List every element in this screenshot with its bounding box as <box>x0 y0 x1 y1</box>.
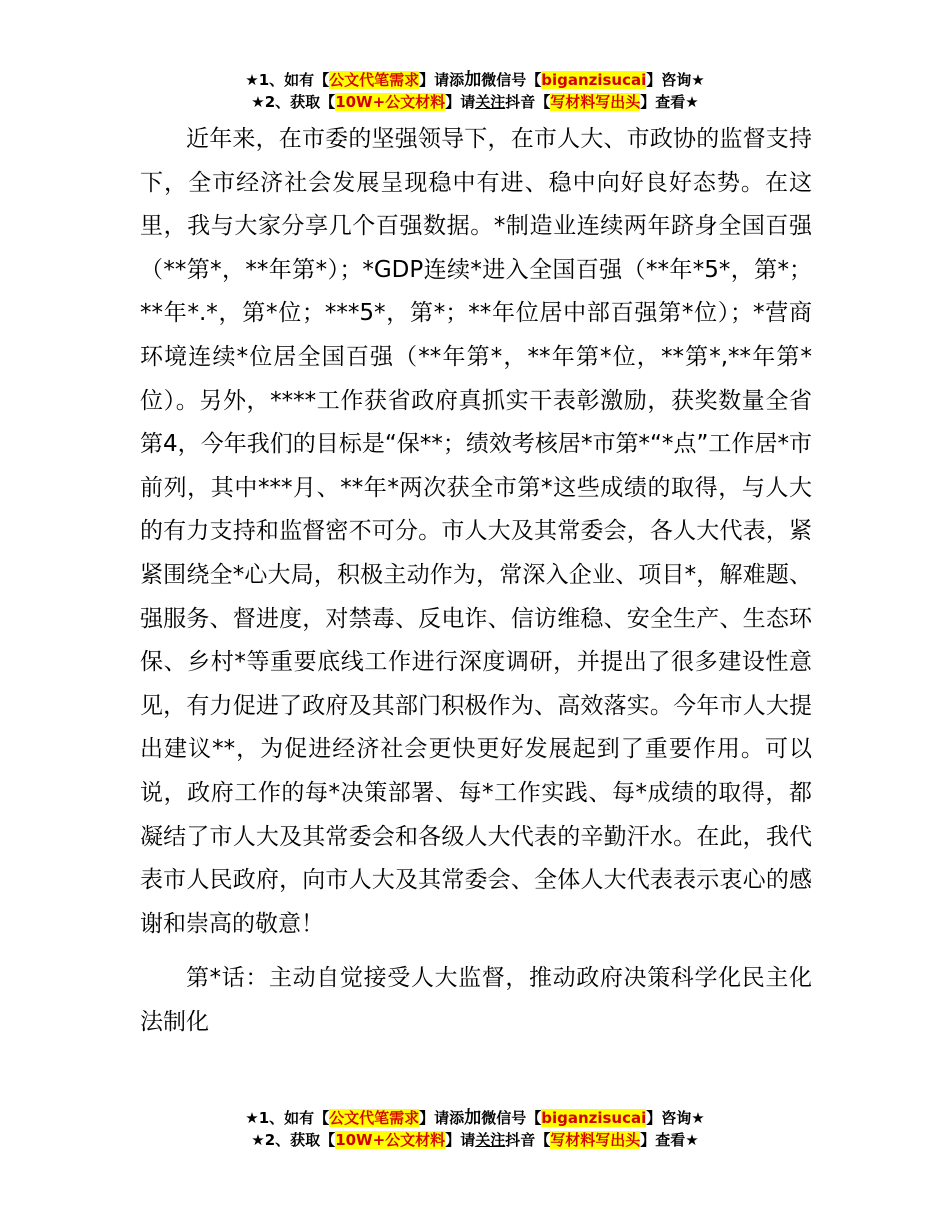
banner-line-1 <box>0 69 950 91</box>
highlight-service: 公文代笔需求 <box>329 71 420 89</box>
banner-text: 】请添 <box>419 1109 465 1127</box>
banner-line-2 <box>0 1129 950 1151</box>
banner-text: 微信号【 <box>481 1109 542 1127</box>
highlight-douyin: 写材料写出头 <box>550 93 641 111</box>
highlight-service: 公文代笔需求 <box>329 1109 420 1127</box>
banner-text: 抖音【 <box>505 1131 551 1149</box>
footer-banner <box>0 1107 950 1151</box>
section-heading: 第*话：主动自觉接受人大监督，推动政府决策科学化民主化法制化 <box>140 965 812 1035</box>
banner-text: 】咨询★ <box>646 71 705 89</box>
banner-text: ★2、获取【 <box>251 93 336 111</box>
body-paragraph: 近年来，在市委的坚强领导下，在市人大、市政协的监督支持下，全市经济社会发展呈现稳中有进、稳中向好良好态势。在这里，我与大家分享几个百强数据。*制造业连续两年跻身全国百强（**第*，**年第*）；*GDP连续*进入全国百强（**年*5*，第*；**年*.*，第*位；***5*，第*；**年位居中部百强第*位）；*营商环境连续*位居全国百强（**年第*，**年第*位，**第*,**年第*位）。另外，****工作获省政府真抓实干表彰激励，获奖数量全省第4，今年我们的目标是“保**；绩效考核居*市第*“*点”工作居*市前列，其中***月、**年*两次获全市第*这些成绩的取得，与人大的有力支持和监督密不可分。市人大及其常委会，各人大代表，紧紧围绕全*心大局，积极主动作为，常深入企业、项目*，解难题、强服务、督进度，对禁毒、反电诈、信访维稳、安全生产、生态环保、乡村*等重要底线工作进行深度调研，并提出了很多建设性意见，有力促进了政府及其部门积极作为、高效落实。今年市人大提出建议**，为促进经济社会更快更好发展起到了重要作用。可以说，政府工作的每*决策部署、每*工作实践、每*成绩的取得，都凝结了市人大及其常委会和各级人大代表的辛勤汗水。在此，我代表市人民政府，向市人大及其常委会、全体人大代表表示衷心的感谢和崇高的敬意！ <box>140 126 812 937</box>
banner-text: 抖音【 <box>505 93 551 111</box>
banner-text: 加 <box>464 1108 482 1128</box>
banner-text: 关注 <box>475 1131 506 1149</box>
highlight-wechat-id: biganzisucai <box>541 71 647 89</box>
banner-text: 】请 <box>445 93 476 111</box>
banner-text: 关注 <box>475 93 506 111</box>
banner-line-2 <box>0 91 950 113</box>
banner-text: 加 <box>464 70 482 90</box>
highlight-wechat-id: biganzisucai <box>541 1109 647 1127</box>
banner-text: 】查看★ <box>640 93 699 111</box>
banner-text: ★2、获取【 <box>251 1131 336 1149</box>
banner-text: 】咨询★ <box>646 1109 705 1127</box>
banner-text: ★1、如有【 <box>245 1109 330 1127</box>
header-banner <box>0 69 950 113</box>
highlight-materials: 10W+公文材料 <box>335 93 446 111</box>
highlight-materials: 10W+公文材料 <box>335 1131 446 1149</box>
document-body <box>140 118 812 1044</box>
banner-text: 微信号【 <box>481 71 542 89</box>
banner-text: 】请添 <box>419 71 465 89</box>
banner-line-1 <box>0 1107 950 1129</box>
highlight-douyin: 写材料写出头 <box>550 1131 641 1149</box>
banner-text: 】请 <box>445 1131 476 1149</box>
banner-text: 】查看★ <box>640 1131 699 1149</box>
banner-text: ★1、如有【 <box>245 71 330 89</box>
